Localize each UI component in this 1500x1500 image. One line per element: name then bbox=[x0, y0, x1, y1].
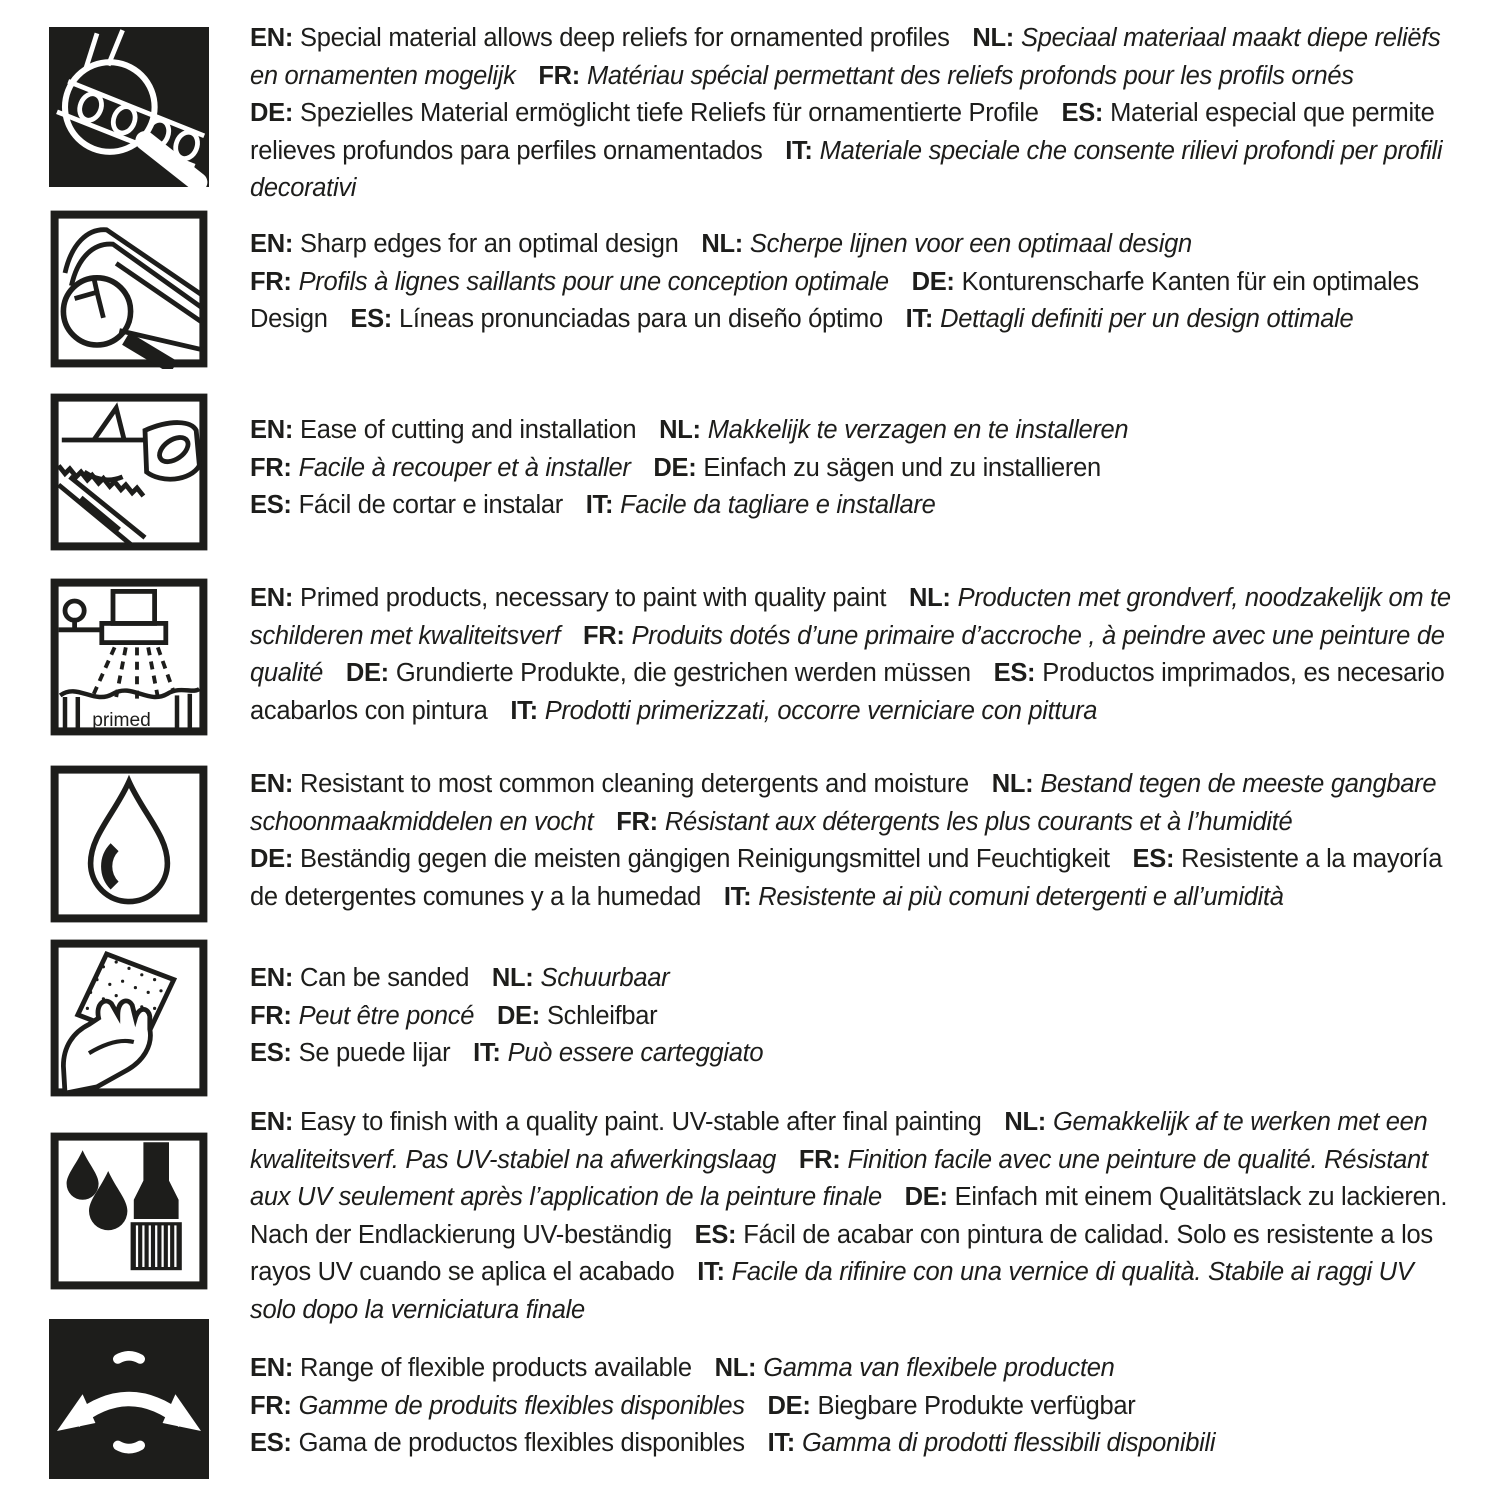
lang-label-de: DE: bbox=[911, 267, 955, 296]
segment-text-en: Ease of cutting and installation bbox=[300, 416, 637, 444]
segment-text-fr: Gamme de produits flexibles disponibles bbox=[298, 1391, 745, 1420]
feature-text-flexible bbox=[250, 1350, 1465, 1463]
lang-label-nl: NL: bbox=[491, 964, 534, 992]
segment-text-nl: Bestand tegen de meeste gangbare schoonmaakmiddelen en vocht bbox=[250, 770, 1437, 836]
lang-label-de: DE: bbox=[496, 1001, 540, 1030]
segment-de bbox=[497, 1002, 657, 1030]
segment-text-nl: Producten met grondverf, noodzakelijk om te schilderen met kwaliteitsverf bbox=[250, 584, 1451, 650]
segment-de bbox=[250, 845, 1110, 873]
segment-text-it: Facile da rifinire con una vernice di qualità. Stabile ai raggi UV solo dopo la verniciatura finale bbox=[250, 1258, 1414, 1324]
lang-label-es: ES: bbox=[250, 1429, 292, 1458]
lang-label-it: IT: bbox=[585, 491, 614, 520]
segment-en bbox=[250, 230, 679, 258]
segment-text-es: Productos imprimados, es necesario acabarlos con pintura bbox=[250, 659, 1445, 725]
lang-label-es: ES: bbox=[1061, 99, 1104, 128]
lang-label-fr: FR: bbox=[616, 807, 658, 836]
lang-label-en: EN: bbox=[250, 230, 294, 258]
lang-label-fr: FR: bbox=[250, 1001, 292, 1030]
lang-label-es: ES: bbox=[1132, 845, 1175, 874]
segment-nl bbox=[492, 964, 669, 992]
lang-label-en: EN: bbox=[250, 24, 294, 52]
segment-en bbox=[250, 1354, 692, 1382]
lang-label-es: ES: bbox=[250, 491, 292, 520]
lang-label-fr: FR: bbox=[250, 267, 292, 296]
lang-label-nl: NL: bbox=[659, 416, 701, 444]
segment-text-en: Sharp edges for an optimal design bbox=[300, 230, 679, 258]
segment-text-fr: Profils à lignes saillants pour une conception optimale bbox=[298, 267, 889, 296]
segment-fr bbox=[616, 808, 1292, 836]
feature-text-sanding bbox=[250, 960, 1465, 1073]
segment-nl bbox=[701, 230, 1192, 258]
segment-fr bbox=[250, 268, 889, 296]
lang-label-nl: NL: bbox=[701, 230, 743, 258]
segment-en bbox=[250, 964, 469, 992]
segment-text-en: Range of flexible products available bbox=[300, 1354, 692, 1382]
lang-label-it: IT: bbox=[767, 1429, 795, 1458]
segment-en bbox=[250, 770, 969, 798]
lang-label-nl: NL: bbox=[909, 584, 951, 612]
lang-label-nl: NL: bbox=[1004, 1108, 1046, 1136]
lang-label-nl: NL: bbox=[714, 1354, 757, 1382]
segment-text-fr: Produits dotés d’une primaire d’accroche , à peindre avec une peinture de qualité bbox=[250, 621, 1445, 688]
lang-label-en: EN: bbox=[250, 416, 294, 444]
segment-text-en: Can be sanded bbox=[300, 964, 470, 992]
flexible-arrow-icon bbox=[48, 1319, 210, 1479]
moisture-drop-icon bbox=[48, 764, 210, 924]
saw-icon bbox=[48, 392, 210, 552]
lang-label-en: EN: bbox=[250, 1354, 294, 1382]
segment-text-it: Facile da tagliare e installare bbox=[620, 491, 936, 520]
lang-label-fr: FR: bbox=[538, 61, 580, 90]
segment-es bbox=[350, 305, 883, 333]
segment-it bbox=[510, 697, 1097, 725]
segment-text-de: Spezielles Material ermöglicht tiefe Reliefs für ornamentierte Profile bbox=[300, 99, 1039, 128]
lang-label-es: ES: bbox=[350, 305, 392, 334]
feature-text-cutting bbox=[250, 412, 1465, 525]
lang-label-de: DE: bbox=[250, 845, 294, 874]
segment-fr bbox=[538, 62, 1353, 90]
primer-spray-icon bbox=[48, 577, 210, 737]
segment-es bbox=[250, 491, 563, 519]
lang-label-en: EN: bbox=[250, 1108, 294, 1136]
segment-text-es: Material especial que permite relieves profundos para perfiles ornamentados bbox=[250, 99, 1435, 165]
lang-label-it: IT: bbox=[697, 1258, 725, 1287]
segment-text-nl: Schuurbaar bbox=[540, 964, 670, 992]
lang-label-es: ES: bbox=[993, 659, 1036, 688]
segment-text-fr: Peut être poncé bbox=[298, 1001, 475, 1030]
lang-label-fr: FR: bbox=[582, 621, 625, 650]
lang-label-it: IT: bbox=[785, 136, 813, 165]
segment-de bbox=[768, 1392, 1136, 1420]
segment-nl bbox=[659, 416, 1128, 444]
segment-text-nl: Speciaal materiaal maakt diepe reliëfs en ornamenten mogelijk bbox=[250, 24, 1441, 90]
lang-label-it: IT: bbox=[905, 305, 934, 334]
lang-label-en: EN: bbox=[250, 964, 294, 992]
segment-es bbox=[250, 1429, 745, 1457]
segment-text-it: Gamma di prodotti flessibili disponibili bbox=[802, 1429, 1216, 1458]
lang-label-en: EN: bbox=[250, 584, 294, 612]
segment-text-en: Special material allows deep reliefs for ornamented profiles bbox=[300, 24, 950, 52]
lang-label-de: DE: bbox=[250, 99, 294, 128]
segment-text-de: Einfach mit einem Qualitätslack zu lackieren. Nach der Endlackierung UV-beständig bbox=[250, 1183, 1448, 1249]
segment-text-de: Einfach zu sägen und zu installieren bbox=[703, 453, 1101, 482]
deep-relief-icon bbox=[48, 27, 210, 187]
segment-text-es: Fácil de cortar e instalar bbox=[298, 491, 563, 520]
segment-text-es: Resistente a la mayoría de detergentes comunes y a la humedad bbox=[250, 845, 1443, 911]
lang-label-fr: FR: bbox=[250, 453, 292, 482]
sanding-hand-icon bbox=[48, 938, 210, 1098]
lang-label-en: EN: bbox=[250, 770, 294, 798]
segment-text-de: Schleifbar bbox=[546, 1001, 658, 1030]
lang-label-es: ES: bbox=[250, 1039, 292, 1068]
sharp-edges-icon bbox=[48, 209, 210, 369]
lang-label-de: DE: bbox=[653, 453, 697, 482]
primed-label: primed bbox=[92, 709, 151, 731]
segment-text-fr: Facile à recouper et à installer bbox=[298, 453, 631, 482]
lang-label-it: IT: bbox=[510, 696, 538, 725]
segment-text-de: Konturenscharfe Kanten für ein optimales Design bbox=[250, 267, 1419, 334]
lang-label-it: IT: bbox=[723, 882, 752, 911]
segment-text-it: Dettagli definiti per un design ottimale bbox=[940, 305, 1354, 334]
segment-text-de: Beständig gegen die meisten gängigen Reinigungsmittel und Feuchtigkeit bbox=[300, 845, 1110, 874]
segment-en bbox=[250, 1108, 982, 1136]
segment-text-fr: Finition facile avec une peinture de qualité. Résistant aux UV seulement après l’application de la peinture finale bbox=[250, 1145, 1428, 1212]
segment-text-it: Può essere carteggiato bbox=[507, 1039, 764, 1068]
segment-text-en: Easy to finish with a quality paint. UV-stable after final painting bbox=[300, 1108, 982, 1136]
lang-label-fr: FR: bbox=[798, 1145, 841, 1174]
feature-text-moisture bbox=[250, 766, 1465, 916]
lang-label-de: DE: bbox=[904, 1183, 948, 1212]
segment-text-es: Fácil de acabar con pintura de calidad. Solo es resistente a los rayos UV cuando se aplica el acabado bbox=[250, 1220, 1433, 1287]
segment-text-en: Resistant to most common cleaning detergents and moisture bbox=[300, 770, 969, 798]
lang-label-fr: FR: bbox=[250, 1391, 292, 1420]
segment-fr bbox=[250, 1392, 745, 1420]
segment-text-it: Prodotti primerizzati, occorre verniciare con pittura bbox=[544, 696, 1098, 725]
segment-text-es: Líneas pronunciadas para un diseño óptimo bbox=[398, 305, 883, 334]
segment-text-it: Resistente ai più comuni detergenti e all’umidità bbox=[758, 882, 1284, 911]
segment-fr bbox=[250, 1002, 474, 1030]
segment-it bbox=[586, 491, 936, 519]
segment-text-fr: Matériau spécial permettant des reliefs profonds pour les profils ornés bbox=[586, 61, 1354, 90]
lang-label-it: IT: bbox=[473, 1039, 501, 1068]
segment-text-de: Biegbare Produkte verfügbar bbox=[817, 1391, 1136, 1420]
paint-brush-icon bbox=[48, 1131, 210, 1291]
segment-it bbox=[906, 305, 1354, 333]
segment-text-fr: Résistant aux détergents les plus courants et à l’humidité bbox=[664, 807, 1293, 836]
segment-text-nl: Gemakkelijk af te werken met een kwaliteitsverf. Pas UV-stabiel na afwerkingslaag bbox=[250, 1108, 1428, 1174]
segment-nl bbox=[715, 1354, 1115, 1382]
lang-label-de: DE: bbox=[767, 1391, 811, 1420]
segment-es bbox=[250, 1039, 450, 1067]
segment-it bbox=[724, 883, 1284, 911]
segment-de bbox=[346, 659, 971, 687]
segment-text-nl: Scherpe lijnen voor een optimaal design bbox=[749, 230, 1192, 258]
segment-fr bbox=[250, 454, 631, 482]
segment-de bbox=[653, 454, 1100, 482]
segment-it bbox=[768, 1429, 1216, 1457]
segment-text-de: Grundierte Produkte, die gestrichen werden müssen bbox=[395, 659, 971, 688]
segment-en bbox=[250, 416, 636, 444]
lang-label-nl: NL: bbox=[991, 770, 1034, 798]
segment-text-nl: Gamma van flexibele producten bbox=[763, 1354, 1115, 1382]
lang-label-nl: NL: bbox=[972, 24, 1014, 52]
feature-text-finish bbox=[250, 1104, 1465, 1330]
lang-label-es: ES: bbox=[694, 1220, 737, 1249]
segment-text-en: Primed products, necessary to paint with quality paint bbox=[300, 584, 887, 612]
lang-label-de: DE: bbox=[345, 659, 389, 688]
segment-text-nl: Makkelijk te verzagen en te installeren bbox=[707, 416, 1129, 444]
feature-text-primed bbox=[250, 580, 1465, 730]
feature-text-sharp-edges bbox=[250, 226, 1465, 339]
segment-it bbox=[473, 1039, 763, 1067]
segment-de bbox=[250, 99, 1039, 127]
segment-text-es: Gama de productos flexibles disponibles bbox=[298, 1429, 745, 1458]
feature-text-deep-relief bbox=[250, 20, 1465, 208]
segment-en bbox=[250, 24, 950, 52]
segment-en bbox=[250, 584, 886, 612]
segment-text-es: Se puede lijar bbox=[298, 1039, 451, 1068]
segment-text-it: Materiale speciale che consente rilievi profondi per profili decorativi bbox=[250, 136, 1443, 203]
